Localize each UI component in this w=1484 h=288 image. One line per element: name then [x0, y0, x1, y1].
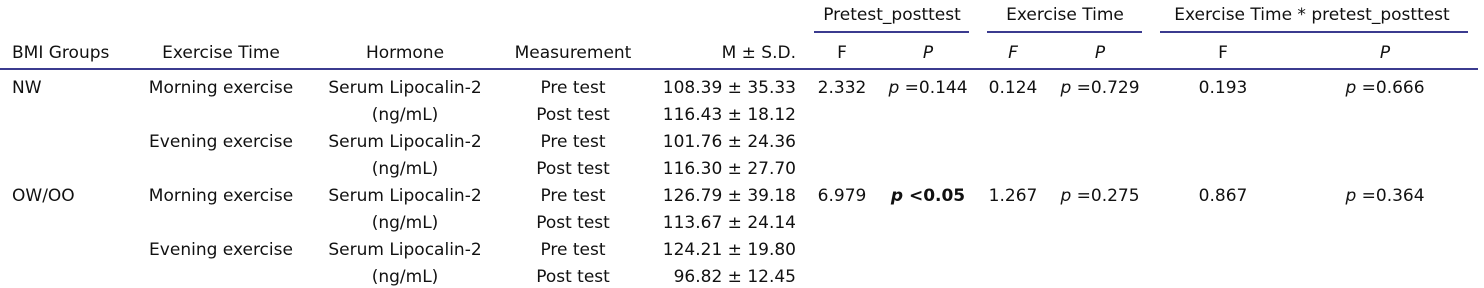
- cell-meas: Pre test: [540, 240, 606, 260]
- group-underline-interaction: [1160, 31, 1468, 33]
- cell-ex: Morning exercise: [148, 78, 294, 98]
- cell-f1: 2.332: [817, 78, 867, 98]
- cell-hormone: Serum Lipocalin-2: [328, 186, 482, 206]
- cell-p1: [891, 185, 965, 207]
- cell-f2: 1.267: [988, 186, 1038, 206]
- cell-p2: [1060, 185, 1139, 207]
- cell-f2: 0.124: [988, 78, 1038, 98]
- col-header-p-pretest: P: [922, 43, 934, 63]
- header-rule: [0, 68, 1478, 70]
- cell-meas: Pre test: [540, 78, 606, 98]
- cell-f3: 0.867: [1198, 186, 1248, 206]
- col-header-measurement: Measurement: [514, 43, 632, 63]
- cell-msd: 101.76 ± 24.36: [662, 132, 796, 152]
- cell-bmi: OW/OO: [12, 186, 75, 206]
- col-header-f-interaction: F: [1218, 43, 1228, 63]
- p-value: =0.364: [1356, 186, 1425, 206]
- cell-hormone: Serum Lipocalin-2: [328, 240, 482, 260]
- col-header-mean-sd: M ± S.D.: [721, 43, 796, 63]
- cell-meas: Post test: [536, 267, 610, 287]
- p-symbol: p: [1345, 186, 1357, 206]
- cell-meas: Post test: [536, 105, 610, 125]
- cell-msd: 116.43 ± 18.12: [662, 105, 796, 125]
- cell-ex: Morning exercise: [148, 186, 294, 206]
- cell-meas: Pre test: [540, 132, 606, 152]
- col-header-p-exercise: P: [1094, 43, 1106, 63]
- p-symbol: p: [890, 186, 904, 206]
- cell-msd: 96.82 ± 12.45: [673, 267, 796, 287]
- cell-hormone: (ng/mL): [371, 159, 439, 179]
- group-underline-pretest-posttest: [814, 31, 969, 33]
- cell-p2: [1060, 77, 1139, 99]
- cell-p3: [1345, 185, 1424, 207]
- group-underline-exercise-time: [987, 31, 1142, 33]
- group-header-exercise-time: Exercise Time: [1006, 5, 1124, 25]
- cell-hormone: (ng/mL): [371, 213, 439, 233]
- p-symbol: p: [888, 78, 900, 98]
- cell-f1: 6.979: [817, 186, 867, 206]
- col-header-exercise-time: Exercise Time: [162, 43, 280, 63]
- cell-msd: 108.39 ± 35.33: [662, 78, 796, 98]
- cell-hormone: (ng/mL): [371, 105, 439, 125]
- group-header-pretest-posttest: Pretest_posttest: [823, 5, 961, 25]
- p-value: =0.729: [1071, 78, 1140, 98]
- cell-msd: 113.67 ± 24.14: [662, 213, 796, 233]
- cell-meas: Post test: [536, 159, 610, 179]
- p-symbol: p: [1060, 186, 1072, 206]
- p-value: =0.275: [1071, 186, 1140, 206]
- col-header-bmi-groups: BMI Groups: [12, 43, 110, 63]
- col-header-f-exercise: F: [1008, 43, 1018, 63]
- p-symbol: p: [1060, 78, 1072, 98]
- cell-p3: [1345, 77, 1424, 99]
- cell-p1: [888, 77, 967, 99]
- group-header-interaction: Exercise Time * pretest_posttest: [1174, 5, 1450, 25]
- col-header-f-pretest: F: [837, 43, 847, 63]
- p-symbol: p: [1345, 78, 1357, 98]
- cell-msd: 116.30 ± 27.70: [662, 159, 796, 179]
- cell-hormone: Serum Lipocalin-2: [328, 132, 482, 152]
- cell-msd: 124.21 ± 19.80: [662, 240, 796, 260]
- col-header-hormone: Hormone: [365, 43, 445, 63]
- cell-f3: 0.193: [1198, 78, 1248, 98]
- cell-ex: Evening exercise: [149, 132, 293, 152]
- cell-meas: Post test: [536, 213, 610, 233]
- col-header-p-interaction: P: [1379, 43, 1391, 63]
- p-value: =0.666: [1356, 78, 1425, 98]
- cell-meas: Pre test: [540, 186, 606, 206]
- cell-msd: 126.79 ± 39.18: [662, 186, 796, 206]
- cell-hormone: (ng/mL): [371, 267, 439, 287]
- cell-ex: Evening exercise: [149, 240, 293, 260]
- cell-bmi: NW: [12, 78, 42, 98]
- p-value: <0.05: [903, 186, 966, 206]
- cell-hormone: Serum Lipocalin-2: [328, 78, 482, 98]
- p-value: =0.144: [899, 78, 968, 98]
